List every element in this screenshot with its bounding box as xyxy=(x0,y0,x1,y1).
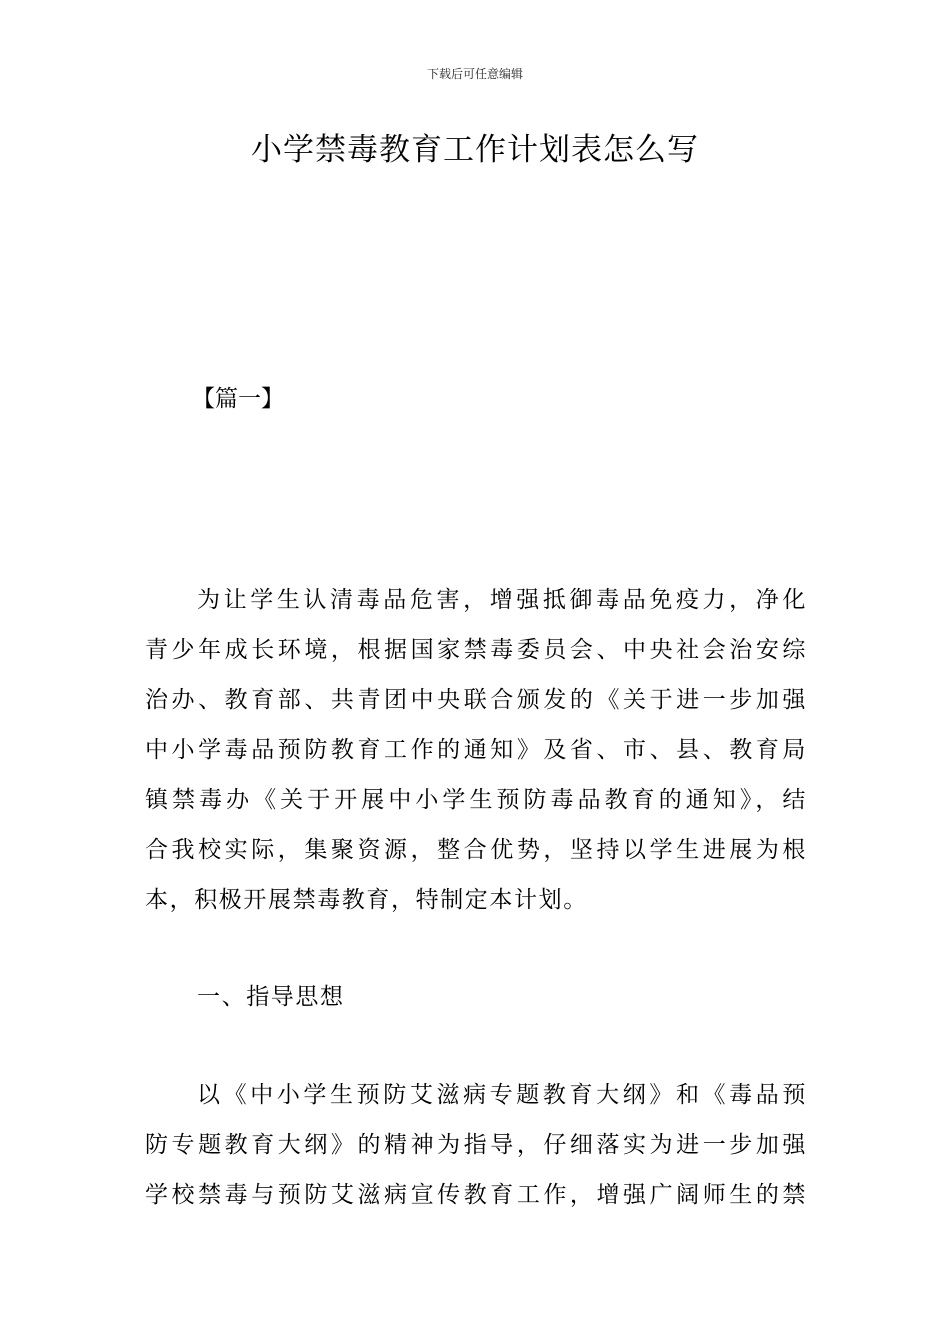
paragraph-line: 防专题教育大纲》的精神为指导，仔细落实为进一步加强 xyxy=(145,1132,807,1158)
document-title: 小学禁毒教育工作计划表怎么写 xyxy=(251,132,699,168)
paragraph-line: 本，积极开展禁毒教育，特制定本计划。 xyxy=(145,887,588,913)
paragraph-guiding-thought xyxy=(145,1070,807,1220)
paragraph-line: 为让学生认清毒品危害，增强抵御毒品免疫力，净化 xyxy=(197,587,807,613)
paragraph-line: 青少年成长环境，根据国家禁毒委员会、中央社会治安综 xyxy=(145,637,807,663)
paragraph-line: 合我校实际，集聚资源，整合优势，坚持以学生进展为根 xyxy=(145,837,807,863)
paragraph-intro xyxy=(145,575,807,925)
paragraph-line: 镇禁毒办《关于开展中小学生预防毒品教育的通知》，结 xyxy=(145,787,807,813)
paragraph-line: 学校禁毒与预防艾滋病宣传教育工作，增强广阔师生的禁 xyxy=(145,1182,807,1208)
paragraph-line: 中小学毒品预防教育工作的通知》及省、市、县、教育局 xyxy=(145,737,807,763)
section-heading-guiding-thought: 一、指导思想 xyxy=(197,984,345,1010)
section-label: 【篇一】 xyxy=(192,386,284,412)
header-note: 下载后可任意编辑 xyxy=(426,67,523,81)
paragraph-line: 治办、教育部、共青团中央联合颁发的《关于进一步加强 xyxy=(145,687,807,713)
paragraph-line: 以《中小学生预防艾滋病专题教育大纲》和《毒品预 xyxy=(197,1082,807,1108)
